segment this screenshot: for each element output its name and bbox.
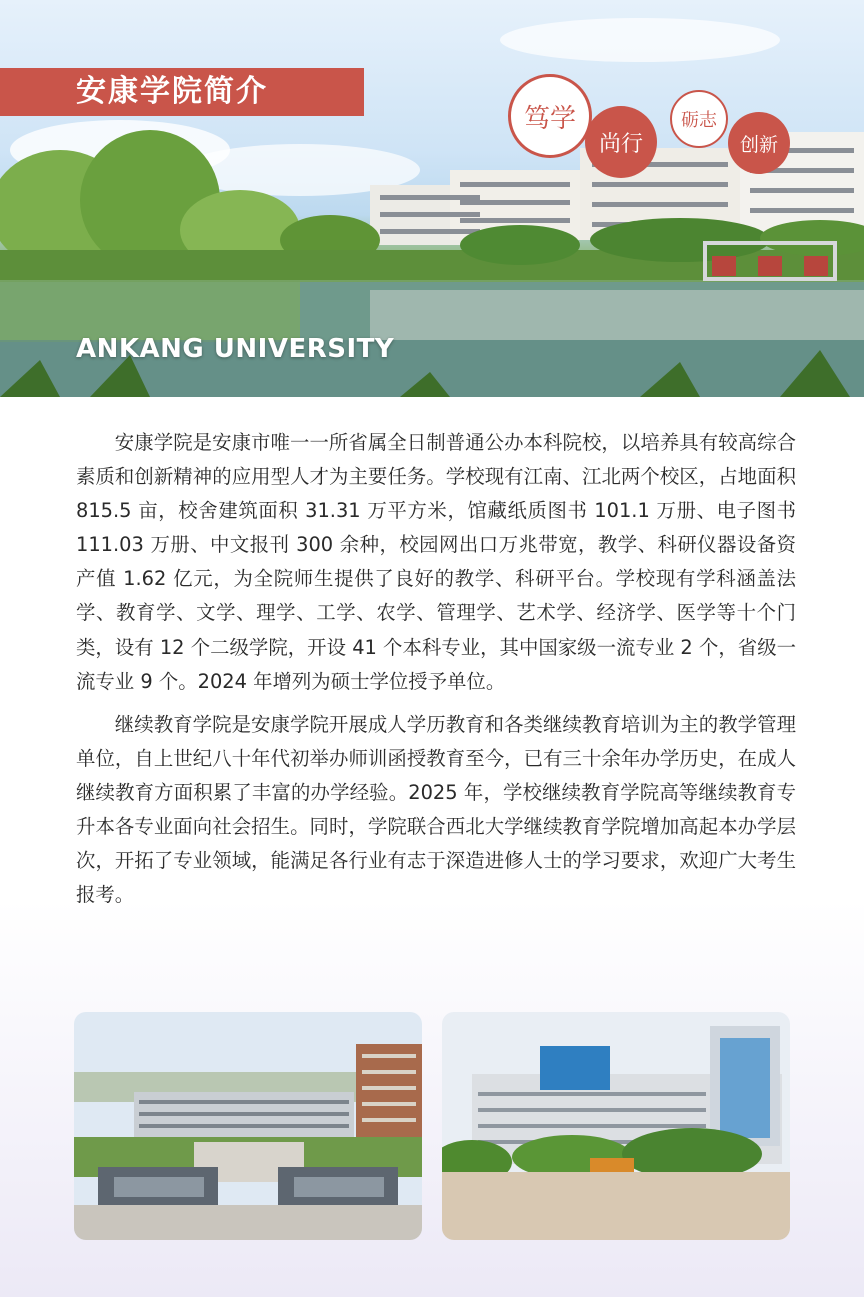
motto-badge-3: 砺志 — [670, 90, 728, 148]
page-title: 安康学院简介 — [0, 68, 364, 116]
campus-gate-illustration — [74, 1012, 422, 1240]
paragraph-continuing-education: 继续教育学院是安康学院开展成人学历教育和各类继续教育培训为主的教学管理单位，自上世纪八十年代初举办师训函授教育至今，已有三十余年办学历史，在成人继续教育方面积累了丰富的办学经验。2025 年，学校继续教育学院高等继续教育专升本各专业面向社会招生。同时，学院联合西北大学继续教育学院增加高起本办学层次，开拓了专业领域，能满足各行业有志于深造进修人士的学习要求，欢迎广大考生报考。 — [76, 712, 796, 907]
campus-building-illustration — [442, 1012, 790, 1240]
campus-gate-photo — [74, 1012, 422, 1240]
motto-badge-2: 尚行 — [585, 106, 657, 178]
hero-campus-photo — [0, 0, 864, 397]
motto-badge-4: 创新 — [728, 112, 790, 174]
campus-building-photo — [442, 1012, 790, 1240]
paragraph-university: 安康学院是安康市唯一一所省属全日制普通公办本科院校，以培养具有较高综合素质和创新精神的应用型人才为主要任务。学校现有江南、江北两个校区，占地面积 815.5 亩，校舍建筑面积 31.31 万平方米，馆藏纸质图书 101.1 万册、电子图书 111.03 万册、中文报刊 300 余种，校园网出口万兆带宽，教学、科研仪器设备资产值 1.62 亿元，为全院师生提供了良好的教学、科研平台。学校现有学科涵盖法学、教育学、文学、理学、工学、农学、管理学、艺术学、经济学、医学等十个门类，设有 12 个二级学院，开设 41 个本科专业，其中国家级一流专业 2 个，省级一流专业 9 个。2024 年增列为硕士学位授予单位。 — [76, 431, 796, 693]
intro-text — [76, 426, 796, 921]
english-name: ANKANG UNIVERSITY — [76, 334, 395, 364]
motto-badge-1: 笃学 — [508, 74, 592, 158]
